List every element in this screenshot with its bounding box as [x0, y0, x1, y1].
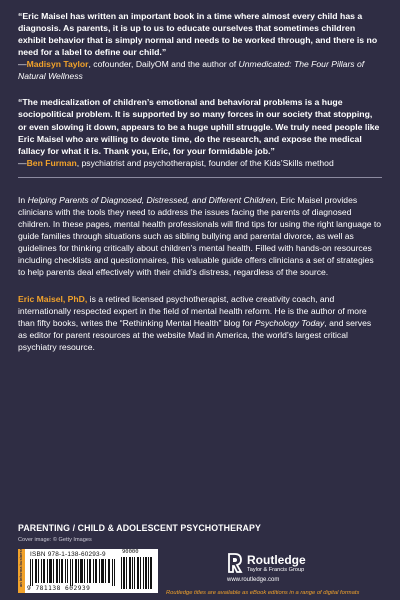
publisher-name: Routledge [247, 553, 306, 567]
testimonial-affiliation-2: , psychiatrist and psychotherapist, founder of the Kids’Skills method [76, 157, 334, 168]
informa-strip [18, 549, 25, 593]
routledge-logo-icon [227, 552, 243, 574]
attribution-dash: — [18, 157, 27, 168]
publisher-group: Taylor & Francis Group [247, 567, 305, 573]
publisher-url: www.routledge.com [227, 577, 280, 583]
author-bio-part1: is a retired licensed psychotherapist, active creativity coach, and internationally respected expert in the field of mental health reform. He is the author of more than fifty books, writes the “Rethinking Mental Health” blog for [18, 293, 367, 328]
isbn-barcode [18, 549, 158, 593]
testimonial-attribution-1 [18, 58, 382, 82]
ebook-availability-note: Routledge titles are available as eBook editions in a range of digital formats [166, 590, 360, 596]
barcode-icon [30, 559, 116, 586]
author-bio-part2: , and serves as editor for parent resources at the website Mad in America, the world’s largest critical psychiatry resource. [18, 317, 372, 352]
testimonial-quote-2: “The medicalization of children’s emotional and behavioral problems is a huge sociopolitical problem. It is supported by so many forces in our society that stopping, or even slowing it down, appears to be a huge uphill struggle. We truly need people like Eric Maisel who are willing to devote time, do the research, and expose the medical fallacy for what it is. Thank you, Eric, for your formidable job.” [18, 97, 380, 156]
author-publication: Psychology Today [254, 317, 325, 328]
author-name: Eric Maisel, PhD, [18, 293, 88, 304]
testimonial-name-2: Ben Furman [26, 157, 77, 168]
description-body: , Eric Maisel provides clinicians with the tools they need to address the issues facing the parents of diagnosed children. In these pages, mental health professionals will find tips for using the right language to guide families through situations such as sibling bullying and parental divorce, as well as guidelines for thinking critically about children’s mental health. Filled with hands-on resources including checklists and questionnaires, this valuable guide offers clinicians a set of strategies to help parents deal effectively with their child’s distress, regardless of the source. [18, 194, 382, 278]
testimonial-affiliation-1: , cofounder, DailyOM and the author of [88, 59, 239, 70]
description-intro: In [18, 194, 28, 205]
barcode-digits: 9 781138 602939 [27, 585, 91, 592]
isbn-number: ISBN 978-1-138-60293-9 [30, 551, 106, 558]
publisher-logo-block [227, 550, 382, 580]
testimonial-book-title: Unmedicated: The Four Pillars of Natural Wellness [18, 59, 365, 82]
author-bio [18, 293, 382, 353]
barcode-addon-digits: 90000 [122, 549, 139, 555]
testimonial-name-1: Madisyn Taylor [26, 59, 89, 70]
testimonial-quote-1: “Eric Maisel has written an important book in a time where almost every child has a diagnosis. As parents, it is up to us to educate ourselves that sometimes children exhibit behavior that is simply normal and needs to be worked through, and there is no need for a label to define our child.” [18, 11, 378, 58]
testimonial-attribution-2 [18, 157, 382, 169]
section-divider [18, 177, 382, 178]
book-title: Helping Parents of Diagnosed, Distressed, and Different Children [27, 194, 276, 205]
addon-barcode-icon [121, 553, 153, 589]
book-description [18, 194, 382, 279]
attribution-dash: — [18, 59, 27, 70]
subject-category: PARENTING / CHILD & ADOLESCENT PSYCHOTHERAPY [18, 523, 261, 533]
cover-text [18, 10, 382, 367]
informa-label: an informa business [18, 548, 23, 587]
cover-image-credit: Cover image: © Getty Images [18, 537, 92, 543]
